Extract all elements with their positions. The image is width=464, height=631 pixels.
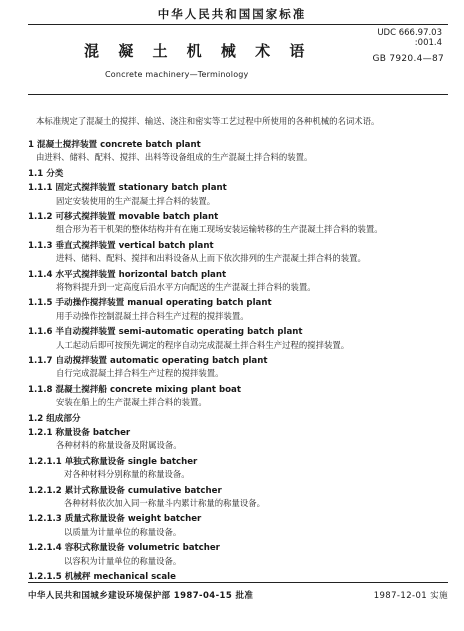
term-definition: 对各种材料分别称量的称量设备。 [64,469,190,480]
national-standard-title: 中华人民共和国国家标准 [157,7,307,21]
term-definition: 进料、储料、配料、搅拌和出料设备从上而下依次排列的生产混凝土拌合料的装置。 [56,253,366,264]
term-heading: 1.2.1.1 单独式称量设备 single batcher [28,456,198,467]
standard-number: GB 7920.4—87 [372,54,444,64]
term-definition: 人工起动后即可按预先调定的程序自动完成混凝土拌合料生产过程的搅拌装置。 [56,339,350,350]
term-definition: 由进料、储料、配料、搅拌、出料等设备组成的生产混凝土拌合料的装置。 [36,152,313,163]
udc-number: UDC 666.97.03 [377,28,442,38]
term-definition: 各种材料依次加入同一称量斗内累计称量的称量设备。 [64,498,265,508]
title-rule [28,94,448,95]
term-definition: 组合形为若干机架的整体结构并有在施工现场安装运输转移的生产混凝土拌合料的装置。 [56,224,383,235]
term-definition: 自行完成混凝土拌合料生产过程的搅拌装置。 [56,368,224,379]
document-title: 混 凝 土 机 械 术 语 [84,42,312,60]
effective-date: 1987-12-01 实施 [373,591,448,601]
term-heading: 1.1.6 半自动搅拌装置 semi-automatic operating batch plant [28,327,303,338]
udc-number-suffix: :001.4 [414,38,442,48]
term-heading: 1.1.8 混凝土搅拌船 concrete mixing plant boat [28,384,241,395]
term-definition: 将物料提升到一定高度后沿水平方向配送的生产混凝土拌合料的装置。 [56,282,316,292]
term-heading: 1.1.3 垂直式搅拌装置 vertical batch plant [28,240,214,251]
term-heading: 1.1.1 固定式搅拌装置 stationary batch plant [28,183,227,194]
term-heading: 1.1.4 水平式搅拌装置 horizontal batch plant [28,269,227,280]
term-heading: 1.2.1 称量设备 batcher [28,428,131,438]
footer-rule [28,582,448,583]
term-heading: 1.2 组成部分 [28,413,81,424]
document-subtitle-en: Concrete machinery—Terminology [105,70,249,79]
term-heading: 1.1 分类 [28,168,64,179]
header-rule [28,24,448,25]
term-definition: 以质量为计量单位的称量设备。 [64,526,182,537]
term-heading: 1 混凝土搅拌装置 concrete batch plant [28,140,201,150]
term-heading: 1.1.2 可移式搅拌装置 movable batch plant [28,212,219,222]
term-heading: 1.2.1.3 质量式称量设备 weight batcher [28,514,202,525]
term-heading: 1.1.5 手动操作搅拌装置 manual operating batch plant [28,298,272,309]
term-heading: 1.1.7 自动搅拌装置 automatic operating batch plant [28,356,268,366]
term-heading: 1.2.1.5 机械秤 mechanical scale [28,572,176,582]
term-definition: 以容积为计量单位的称量设备。 [64,555,182,566]
term-definition: 各种材料的称量设备及附属设备。 [56,440,182,451]
term-definition: 固定安装使用的生产混凝土拌合料的装置。 [56,195,216,206]
issuer-approval: 中华人民共和国城乡建设环境保护部 1987-04-15 批准 [28,591,254,601]
term-definition: 用手动操作控制混凝土拌合料生产过程的搅拌装置。 [56,310,249,321]
intro-paragraph: 本标准规定了混凝土的搅拌、输送、浇注和密实等工艺过程中所使用的各种机械的名词术语。 [36,116,380,126]
term-definition: 安装在船上的生产混凝土拌合料的装置。 [56,397,207,408]
term-heading: 1.2.1.4 容积式称量设备 volumetric batcher [28,543,220,554]
term-heading: 1.2.1.2 累计式称量设备 cumulative batcher [28,485,222,496]
